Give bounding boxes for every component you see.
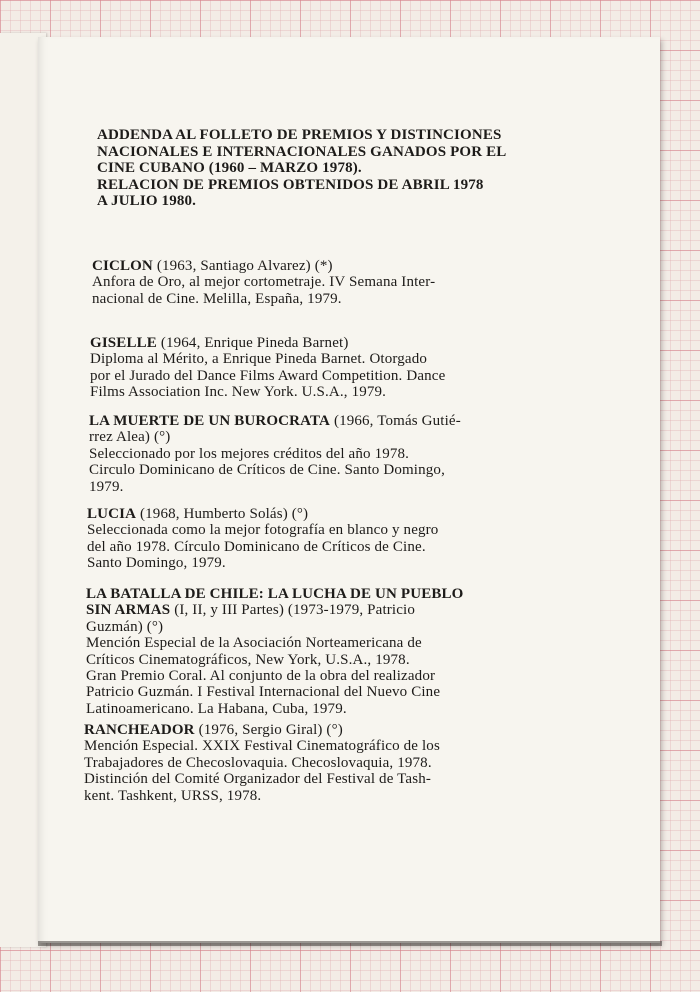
award-description: Mención Especial de la Asociación Norteamericana de Críticos Cinematográficos, New York, U.S.A., 1978. Gran Premio Coral. Al conjunto de la obra del realizador Patricio Guzmán. I Festival Internacional del Nuevo Cine Latinoamericano. La Habana, Cuba, 1979.	[86, 635, 441, 717]
film-title: CICLON	[92, 258, 153, 274]
film-title: LA BATALLA DE CHILE: LA LUCHA DE UN PUEBLO SIN ARMAS	[86, 586, 464, 619]
award-description: Seleccionado por los mejores créditos del año 1978. Circulo Dominicano de Críticos de Cine. Santo Domingo, 1979.	[89, 445, 445, 495]
award-description: Anfora de Oro, al mejor cortometraje. IV Semana Inter- nacional de Cine. Melilla, España, 1979.	[92, 274, 436, 307]
film-details: (1964, Enrique Pineda Barnet)	[160, 335, 349, 351]
award-entry-la-batalla-de-chile	[86, 586, 524, 717]
film-heading	[86, 586, 524, 635]
award-entry-giselle	[90, 335, 525, 401]
award-description: Diploma al Mérito, a Enrique Pineda Barnet. Otorgado por el Jurado del Dance Films Award Competition. Dance Films Association Inc. New York. U.S.A., 1979.	[90, 351, 446, 401]
film-details: (1963, Santiago Alvarez) (*)	[156, 258, 333, 274]
film-heading	[89, 413, 524, 446]
award-entry-rancheador	[84, 722, 522, 804]
film-title: LUCIA	[87, 506, 137, 522]
film-details: (1968, Humberto Solás) (°)	[140, 506, 309, 522]
award-entry-lucia	[87, 506, 522, 572]
award-description: Seleccionada como la mejor fotografía en blanco y negro del año 1978. Círculo Dominicano de Críticos de Cine. Santo Domingo, 1979.	[87, 522, 439, 572]
award-description: Mención Especial. XXIX Festival Cinematográfico de los Trabajadores de Checoslovaquia. Checoslovaquia, 1978. Distinción del Comité Organizador del Festival de Tash- kent. Tashkent, URSS, 1978.	[84, 738, 440, 804]
film-title: GISELLE	[90, 335, 157, 351]
award-entry-ciclon	[92, 258, 527, 307]
film-title: LA MUERTE DE UN BUROCRATA	[89, 413, 331, 429]
film-details: (1966, Tomás Gutié- rrez Alea) (°)	[89, 413, 461, 446]
document-heading: ADDENDA AL FOLLETO DE PREMIOS Y DISTINCIONES NACIONALES E INTERNACIONALES GANADOS POR EL CINE CUBANO (1960 – MARZO 1978). RELACION DE PREMIOS OBTENIDOS DE ABRIL 1978 A JULIO 1980.	[97, 127, 507, 209]
award-entry-la-muerte-de-un-burocrata	[89, 413, 524, 495]
film-details: (1976, Sergio Giral) (°)	[198, 722, 343, 738]
film-details: (I, II, y III Partes) (1973-1979, Patricio Guzmán) (°)	[86, 602, 416, 635]
page-edge-shadow	[38, 941, 662, 946]
film-title: RANCHEADOR	[84, 722, 195, 738]
